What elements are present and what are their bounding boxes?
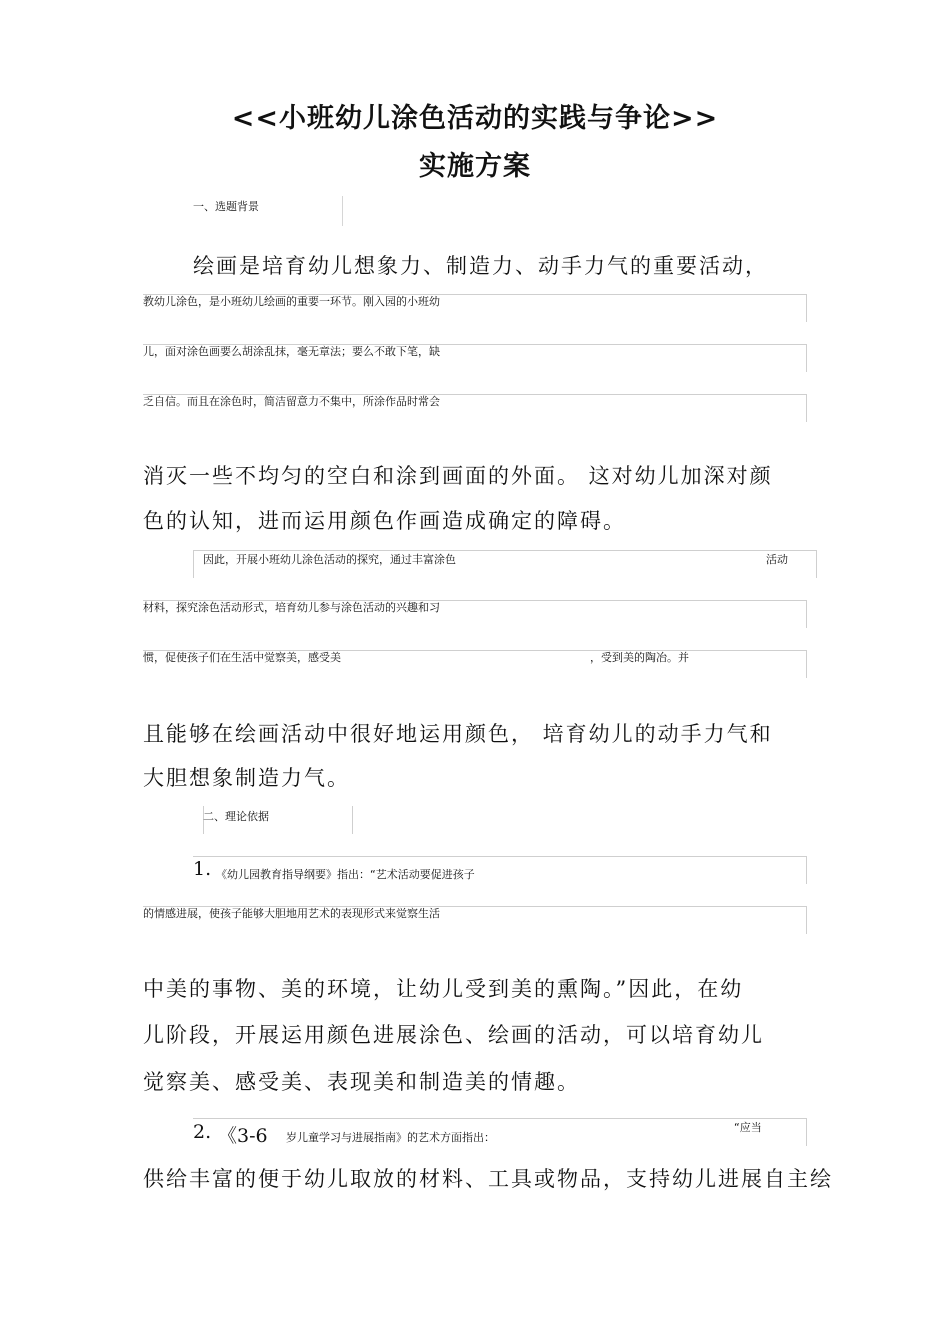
small-text-line: 儿，面对涂色画要么胡涂乱抹，毫无章法；要么不敢下笔，缺: [143, 345, 440, 358]
divider: [806, 600, 807, 628]
divider: [193, 550, 194, 578]
small-text-line: 材料，探究涂色活动形式，培育幼儿参与涂色活动的兴趣和习: [143, 601, 440, 614]
small-text-line: 乏自信。而且在涂色时，简洁留意力不集中，所涂作品时常会: [143, 395, 440, 408]
section-heading-background: 一、选题背景: [193, 200, 259, 213]
document-subtitle: 实施方案: [419, 151, 531, 182]
divider: [806, 344, 807, 372]
divider: [806, 906, 807, 934]
paragraph-line: 中美的事物、美的环境，让幼儿受到美的熏陶。”因此，在幼: [143, 977, 744, 1001]
divider: [806, 650, 807, 678]
paragraph-line: 色的认知，进而运用颜色作画造成确定的障碍。: [143, 509, 626, 533]
small-text-line: 教幼儿涂色，是小班幼儿绘画的重要一环节。刚入园的小班幼: [143, 295, 440, 308]
small-text-line: 的情感进展，使孩子能够大胆地用艺术的表现形式来觉察生活: [143, 907, 440, 920]
divider: [806, 394, 807, 422]
paragraph-line: 觉察美、感受美、表现美和制造美的情趣。: [143, 1070, 580, 1094]
divider: [806, 1118, 807, 1146]
paragraph-line: 绘画是培育幼儿想象力、制造力、动手力气的重要活动，: [193, 254, 768, 278]
guide-title-start: 《3-6: [218, 1125, 268, 1147]
list-number: 1.: [193, 858, 212, 880]
paragraph-line: 儿阶段，开展运用颜色进展涂色、绘画的活动，可以培育幼儿: [143, 1023, 764, 1047]
list-number: 2.: [193, 1121, 212, 1143]
small-text-line: ，受到美的陶冶。并: [590, 651, 689, 664]
divider: [816, 550, 817, 578]
divider: [193, 856, 806, 857]
paragraph-line: 消灭一些不均匀的空白和涂到画面的外面。 这对幼儿加深对颜: [143, 464, 773, 488]
paragraph-line: 大胆想象制造力气。: [143, 766, 350, 790]
small-text-line: 岁儿童学习与进展指南》的艺术方面指出：: [286, 1131, 495, 1144]
small-text-line: 活动: [766, 553, 788, 566]
small-text-line: “应当: [734, 1121, 762, 1134]
small-text-line: 《幼儿园教育指导纲要》指出：“艺术活动要促进孩子: [216, 868, 475, 881]
small-text-line: 惯，促使孩子们在生活中觉察美，感受美: [143, 651, 341, 664]
divider: [193, 1118, 806, 1119]
section-heading-theory: 二、理论依据: [203, 810, 269, 823]
divider: [806, 294, 807, 322]
small-text-line: 因此，开展小班幼儿涂色活动的探究，通过丰富涂色: [203, 553, 456, 566]
paragraph-line: 且能够在绘画活动中很好地运用颜色， 培育幼儿的动手力气和: [143, 722, 773, 746]
paragraph-line: 供给丰富的便于幼儿取放的材料、工具或物品，支持幼儿进展自主绘: [143, 1167, 833, 1191]
document-title: <<小班幼儿涂色活动的实践与争论>>: [231, 103, 719, 134]
divider: [352, 806, 353, 834]
divider: [806, 856, 807, 884]
